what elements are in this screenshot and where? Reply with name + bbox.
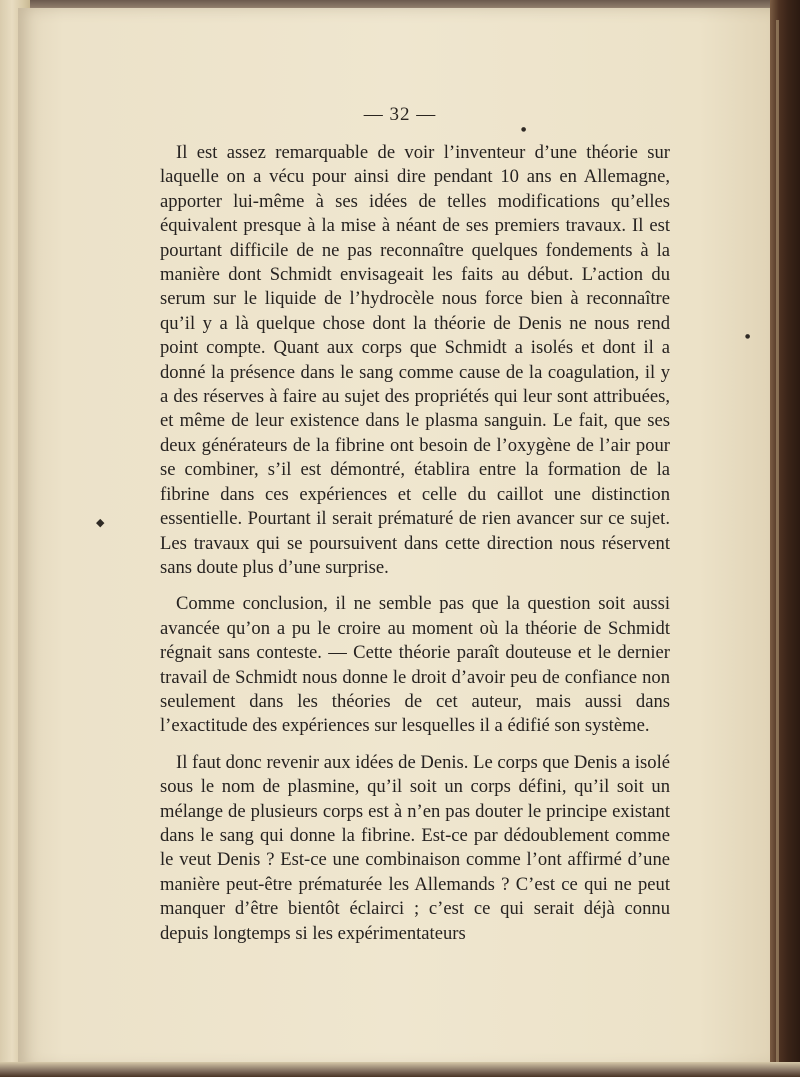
- body-text: [160, 141, 670, 946]
- ink-speck-mark: ◆: [96, 516, 105, 529]
- book-bottom-edge: [0, 1062, 800, 1077]
- paragraph-2: Comme conclusion, il ne semble pas que la question soit aussi avancée qu’on a pu le croire au moment où la théorie de Schmidt régnait sans conteste. — Cette théorie paraît douteuse et le dernier travail de Schmidt nous donne le droit d’avoir peu de confiance non seulement dans les théories de cet auteur, mais aussi dans l’exactitude des expériences sur lesquelles il a édifié son système.: [160, 593, 670, 737]
- ink-dot-mark-top: ●: [521, 126, 527, 133]
- paragraph-3: Il faut donc revenir aux idées de Denis. Le corps que Denis a isolé sous le nom de plasmine, qu’il soit un corps défini, qu’il soit un mélange de plusieurs corps est à n’en pas douter le principe existant dans le sang qui donne la fibrine. Est-ce par dédoublement comme le veut Denis ? Est-ce une combinaison comme l’ont affirmé d’une manière peut-être prématurée les Allemands ? C’est ce qui ne peut manquer d’être bientôt éclairci ; c’est ce qui serait déjà connu depuis longtemps si les expérimentateurs: [160, 751, 670, 944]
- paragraph-1: Il est assez remarquable de voir l’inventeur d’une théorie sur laquelle on a vécu pour ainsi dire pendant 10 ans en Allemagne, apporter lui-même à ses idées de telles modifications qu’elles équivalent presque à la mise à néant de ses premiers travaux. Il est pourtant difficile de ne pas reconnaître quelques fondements à la manière dont Schmidt envisageait les faits au début. L’action du serum sur le liquide de l’hydrocèle nous force bien à reconnaître qu’il y a là quelque chose dont la théorie de Denis ne nous rend point compte. Quant aux corps que Schmidt a isolés et dont il a donné la présence dans le sang comme cause de la coagulation, il y a des réserves à faire au sujet des propriétés qui leur sont attribuées, et même de leur existence dans le plasma sanguin. Le fait, que ses deux générateurs de la fibrine ont besoin de l’oxygène de l’air pour se combiner, s’il est démontré, établira entre la formation de la fibrine dans ces expériences et celle du caillot une distinction essentielle. Pourtant il serait prématuré de rien avancer sur ce sujet. Les travaux qui se poursuivent dans cette direction nous réservent sans doute plus d’une surprise.: [160, 142, 670, 578]
- book-cover-edge: [770, 0, 800, 1077]
- page-number: — 32 —: [363, 104, 437, 125]
- ink-dot-mark: ●: [745, 333, 751, 340]
- cover-edge-highlight: [776, 20, 779, 1065]
